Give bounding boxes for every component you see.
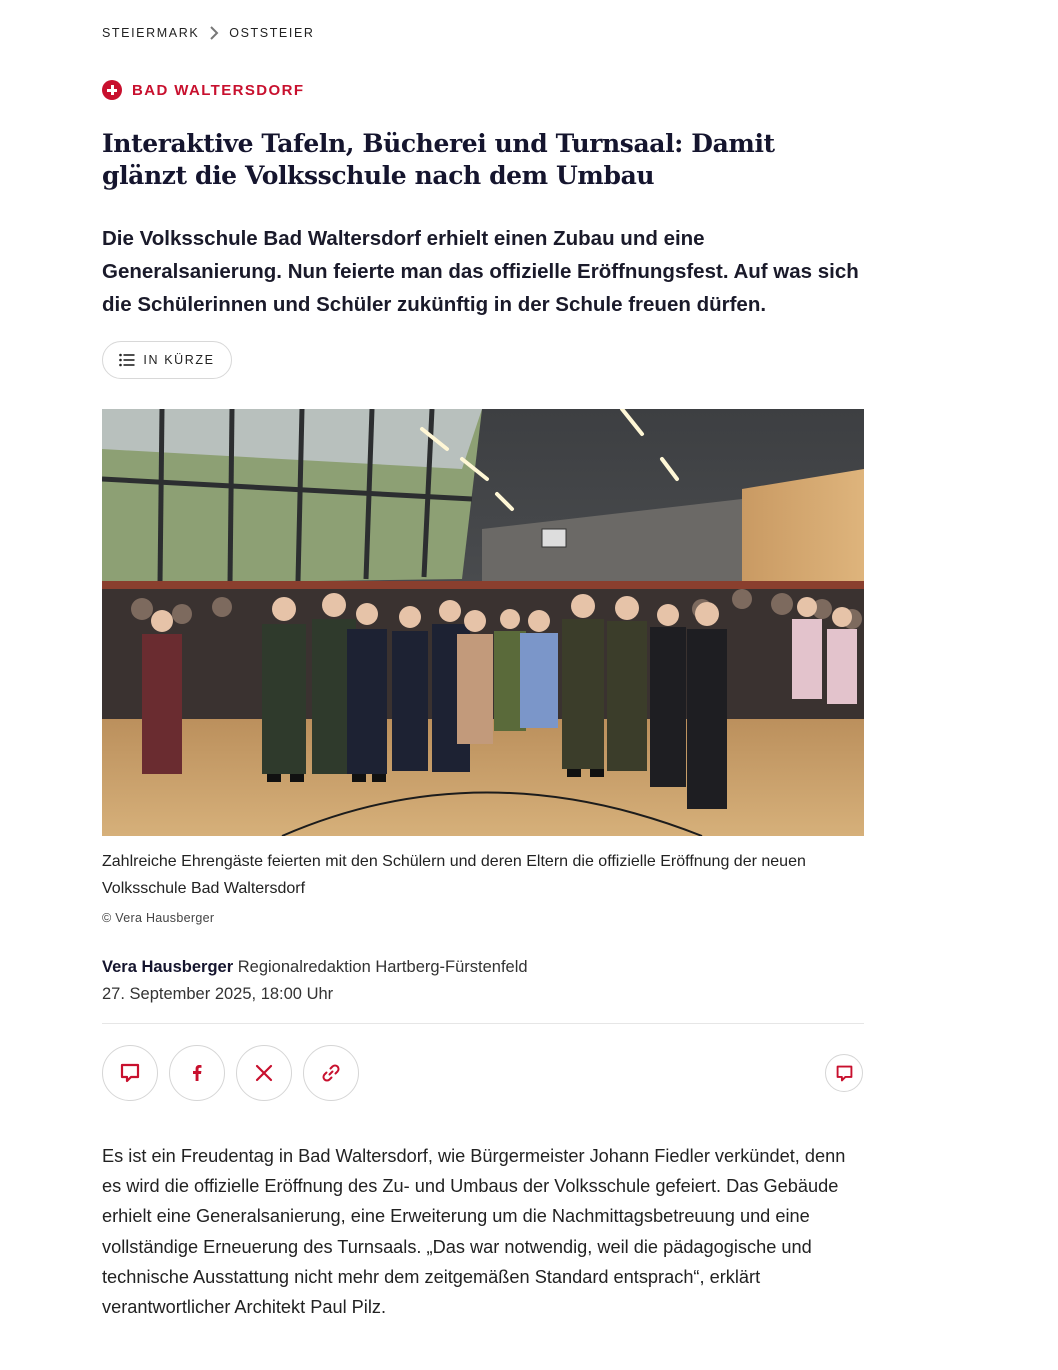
- comments-count-button[interactable]: [825, 1054, 863, 1092]
- summary-button[interactable]: [102, 341, 232, 379]
- breadcrumb-item-oststeier[interactable]: OSTSTEIER: [229, 26, 315, 40]
- article-photo[interactable]: [102, 409, 864, 836]
- article-lead: Die Volksschule Bad Waltersdorf erhielt einen Zubau und eine Generalsanierung. Nun feierte man das offizielle Eröffnungsfest. Auf was sich die Schülerinnen und Schüler zukünftig in der Schule freuen dürfen.: [102, 227, 859, 316]
- facebook-share-button[interactable]: [169, 1045, 225, 1101]
- link-icon: [320, 1062, 342, 1084]
- list-icon: [119, 353, 135, 367]
- photo-caption: Zahlreiche Ehrengäste feierten mit den Schülern und deren Eltern die offizielle Eröffnung der neuen Volksschule Bad Waltersdorf: [102, 853, 806, 897]
- byline: [102, 954, 864, 1008]
- divider: [102, 1023, 864, 1024]
- copy-link-button[interactable]: [303, 1045, 359, 1101]
- breadcrumb-item-steiermark[interactable]: STEIERMARK: [102, 26, 200, 40]
- summary-button-label: IN KÜRZE: [143, 353, 215, 367]
- author-department: Regionalredaktion Hartberg-Fürstenfeld: [237, 958, 528, 976]
- chevron-right-icon: [209, 26, 219, 40]
- kicker[interactable]: [102, 80, 864, 100]
- facebook-icon: [186, 1062, 208, 1084]
- comment-button[interactable]: [102, 1045, 158, 1101]
- plus-badge-icon: [102, 80, 122, 100]
- share-toolbar: [102, 1044, 864, 1102]
- article-body: Es ist ein Freudentag in Bad Waltersdorf, wie Bürgermeister Johann Fiedler verkündet, denn es wird die offizielle Eröffnung des Zu- und Umbaus der Volksschule gefeiert. Das Gebäude erhielt eine Generalsanierung, eine Erweiterung um die Nachmittagsbetreuung und eine vollständige Erneuerung des Turnsaals. „Das war notwendig, weil die pädagogische und technische Ausstattung nicht mehr dem zeitgemäßen Standard entsprach“, erklärt verantwortlicher Architekt Paul Pilz.: [102, 1146, 846, 1318]
- author-name[interactable]: Vera Hausberger: [102, 958, 234, 976]
- page-title: Interaktive Tafeln, Bücherei und Turnsaal: Damit glänzt die Volksschule nach dem Umbau: [102, 129, 775, 190]
- comment-icon: [835, 1064, 854, 1083]
- breadcrumb: [102, 26, 864, 40]
- photo-credit: © Vera Hausberger: [102, 911, 215, 925]
- kicker-label: BAD WALTERSDORF: [132, 81, 305, 99]
- gym-group-photo: [102, 409, 864, 836]
- x-share-button[interactable]: [236, 1045, 292, 1101]
- publish-date: 27. September 2025, 18:00 Uhr: [102, 985, 334, 1003]
- comment-icon: [119, 1062, 141, 1084]
- x-icon: [253, 1062, 275, 1084]
